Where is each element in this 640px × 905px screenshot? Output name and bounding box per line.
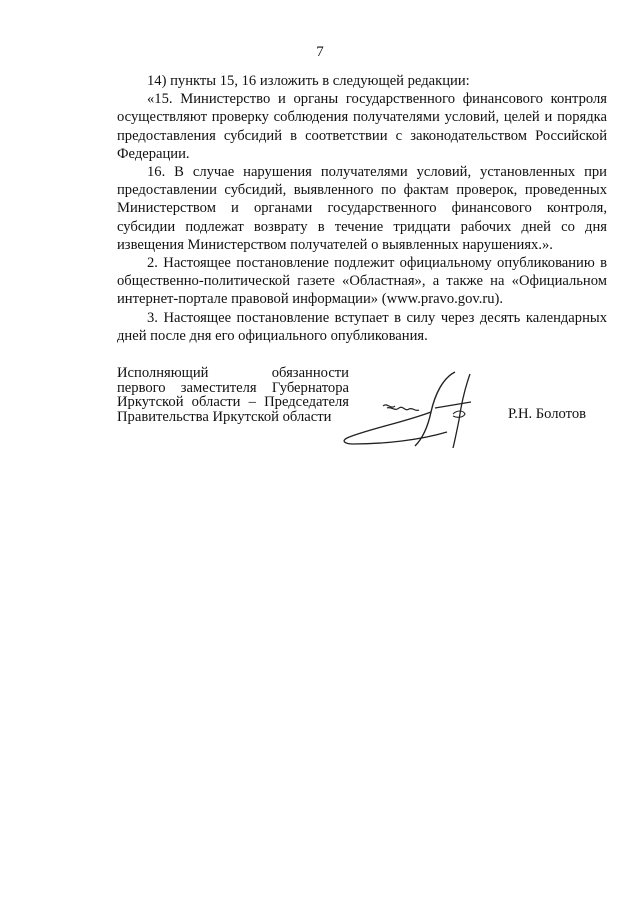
paragraph-point-15: «15. Министерство и органы государственного финансового контроля осуществляют проверку соблюдения получателями условий, целей и порядка предоставления субсидий в соответствии с законодательством Российской Федерации. (117, 91, 607, 162)
signatory-title-line: Исполняющий обязанности (117, 365, 349, 381)
signatory-title-line: Иркутской области – Председателя (117, 394, 349, 410)
signer-name: Р.Н. Болотов (508, 406, 587, 422)
paragraph-item-14: 14) пункты 15, 16 изложить в следующей редакции: (147, 73, 470, 89)
signatory-title (117, 366, 349, 424)
paragraph-point-16: 16. В случае нарушения получателями условий, установленных при предоставлении субсидий, выявленного по фактам проверок, проведенных Министерством и органами государственного финансового контроля, субсидии подлежат возврату в течение тридцати рабочих дней со дня извещения Министерством получателей о выявленных нарушениях.». (117, 164, 607, 253)
signatory-title-line: первого заместителя Губернатора (117, 379, 349, 396)
page-number: 7 (316, 44, 324, 60)
paragraph-effective-date: 3. Настоящее постановление вступает в силу через десять календарных дней после дня его официального опубликования. (117, 309, 607, 344)
handwritten-signature (335, 368, 490, 450)
document-body (117, 72, 607, 345)
signatory-title-line: Правительства Иркутской области (117, 408, 332, 425)
paragraph-publication: 2. Настоящее постановление подлежит официальному опубликованию в общественно-политической газете «Областная», а также на «Официальном интернет-портале правовой информации» (www.pravo.gov.ru). (117, 255, 607, 308)
